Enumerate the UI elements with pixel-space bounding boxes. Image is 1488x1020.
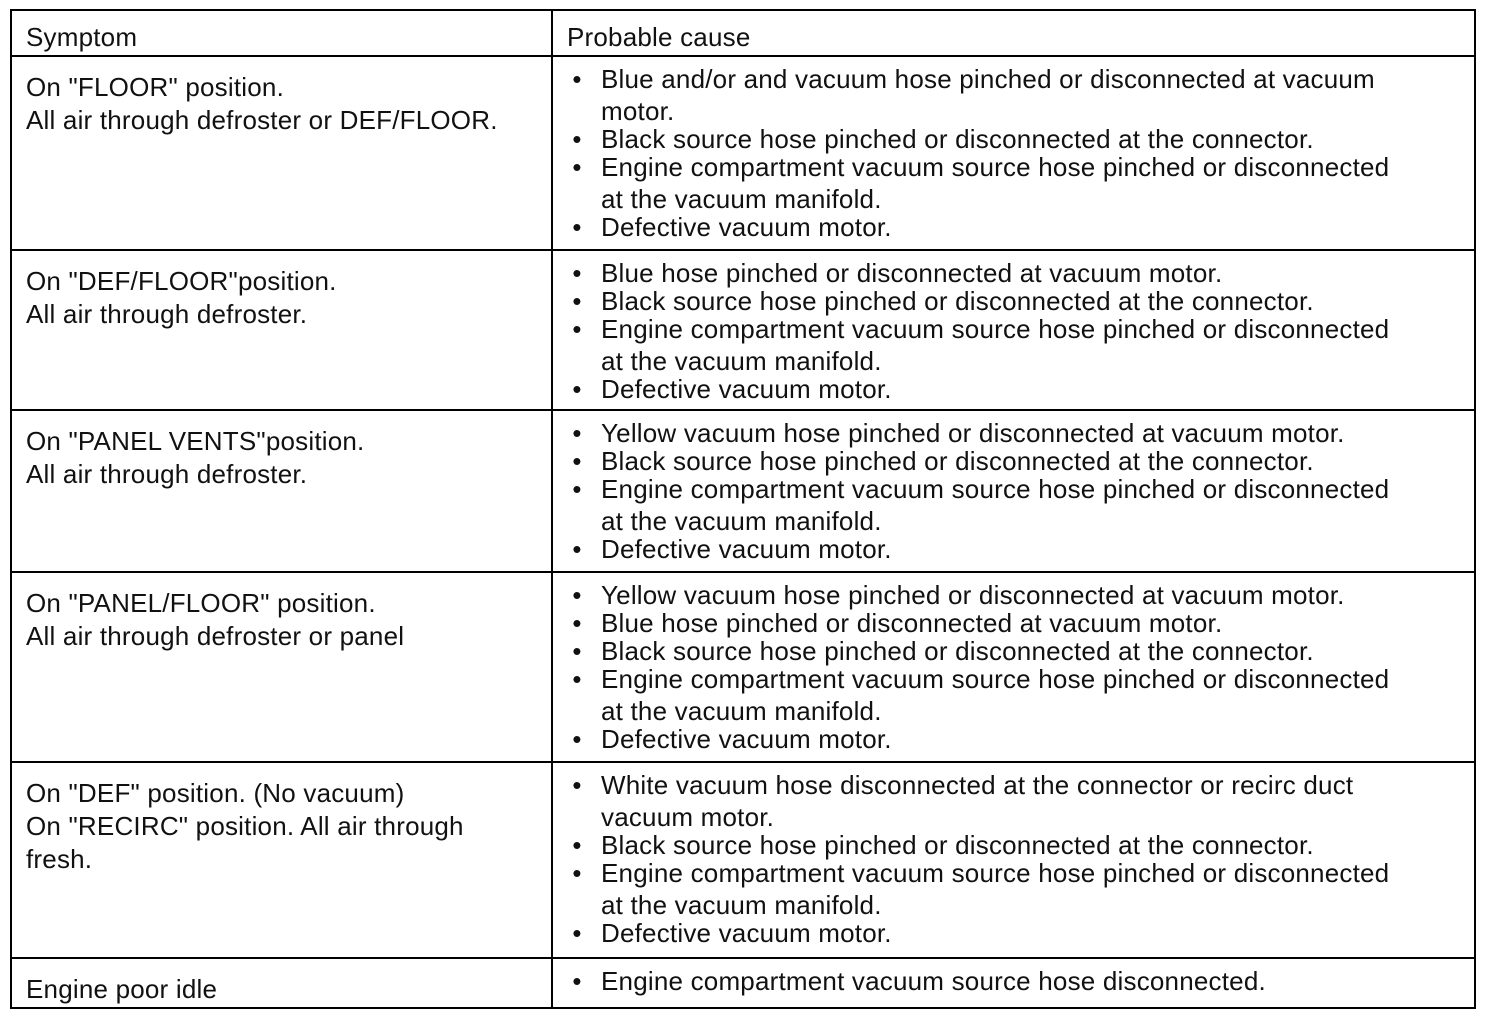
troubleshooting-table bbox=[10, 9, 1476, 1009]
probable-cause-cell bbox=[552, 56, 1475, 250]
cause-list-item bbox=[567, 65, 1454, 125]
cause-text: Engine compartment vacuum source hose disconnected. bbox=[601, 966, 1266, 996]
bullet-icon: • bbox=[572, 770, 582, 800]
table-row bbox=[11, 56, 1475, 250]
cause-list-item bbox=[567, 315, 1454, 375]
table-row bbox=[11, 410, 1475, 572]
table-body bbox=[11, 56, 1475, 1008]
bullet-icon: • bbox=[572, 608, 582, 638]
cause-text: Blue hose pinched or disconnected at vacuum motor. bbox=[601, 258, 1223, 288]
cause-text: Defective vacuum motor. bbox=[601, 918, 892, 948]
table-row bbox=[11, 958, 1475, 1008]
cause-list-item bbox=[567, 125, 1454, 153]
bullet-icon: • bbox=[572, 446, 582, 476]
bullet-icon: • bbox=[572, 918, 582, 948]
cause-text: Black source hose pinched or disconnected at the connector. bbox=[601, 446, 1314, 476]
symptom-text: All air through defroster or DEF/FLOOR. bbox=[26, 105, 498, 135]
symptom-text: On "FLOOR" position. bbox=[26, 72, 284, 102]
symptom-text: On "DEF/FLOOR"position. bbox=[26, 266, 337, 296]
cause-list-item bbox=[567, 919, 1454, 947]
cause-text: Black source hose pinched or disconnected at the connector. bbox=[601, 830, 1314, 860]
bullet-icon: • bbox=[572, 474, 582, 504]
table-row bbox=[11, 762, 1475, 958]
cause-list-item bbox=[567, 535, 1454, 563]
bullet-icon: • bbox=[572, 418, 582, 448]
cause-list-item bbox=[567, 153, 1454, 213]
cause-text: Black source hose pinched or disconnected at the connector. bbox=[601, 124, 1314, 154]
symptom-cell bbox=[11, 958, 552, 1008]
symptom-cell bbox=[11, 762, 552, 958]
cause-list-item bbox=[567, 771, 1454, 831]
cause-list bbox=[567, 65, 1454, 241]
symptom-text: On "DEF" position. (No vacuum) bbox=[26, 778, 405, 808]
probable-cause-cell bbox=[552, 958, 1475, 1008]
symptom-text: All air through defroster. bbox=[26, 299, 308, 329]
symptom-column-header: Symptom bbox=[11, 10, 552, 56]
cause-list-item bbox=[567, 213, 1454, 241]
cause-list-item bbox=[567, 637, 1454, 665]
cause-text: Defective vacuum motor. bbox=[601, 724, 892, 754]
symptom-text: On "RECIRC" position. All air through bbox=[26, 811, 464, 841]
symptom-cell bbox=[11, 250, 552, 410]
symptom-text: Engine poor idle bbox=[26, 974, 218, 1004]
bullet-icon: • bbox=[572, 724, 582, 754]
cause-text: motor. bbox=[601, 96, 675, 126]
probable-cause-column-header: Probable cause bbox=[552, 10, 1475, 56]
cause-list bbox=[567, 259, 1454, 403]
symptom-cell bbox=[11, 572, 552, 762]
symptom-cell bbox=[11, 410, 552, 572]
cause-list-item bbox=[567, 725, 1454, 753]
cause-text: Black source hose pinched or disconnected at the connector. bbox=[601, 286, 1314, 316]
cause-text: Defective vacuum motor. bbox=[601, 534, 892, 564]
bullet-icon: • bbox=[572, 580, 582, 610]
cause-text: Defective vacuum motor. bbox=[601, 212, 892, 242]
symptom-cell bbox=[11, 56, 552, 250]
cause-list-item bbox=[567, 287, 1454, 315]
cause-list-item bbox=[567, 447, 1454, 475]
cause-text: Blue and/or and vacuum hose pinched or disconnected at vacuum bbox=[601, 64, 1375, 94]
cause-text: at the vacuum manifold. bbox=[601, 890, 882, 920]
bullet-icon: • bbox=[572, 64, 582, 94]
probable-cause-cell bbox=[552, 250, 1475, 410]
cause-text: Defective vacuum motor. bbox=[601, 374, 892, 404]
symptom-text: fresh. bbox=[26, 844, 93, 874]
cause-text: Yellow vacuum hose pinched or disconnected at vacuum motor. bbox=[601, 580, 1345, 610]
bullet-icon: • bbox=[572, 858, 582, 888]
cause-list-item bbox=[567, 419, 1454, 447]
bullet-icon: • bbox=[572, 314, 582, 344]
cause-text: at the vacuum manifold. bbox=[601, 506, 882, 536]
cause-text: Black source hose pinched or disconnected at the connector. bbox=[601, 636, 1314, 666]
cause-text: vacuum motor. bbox=[601, 802, 775, 832]
bullet-icon: • bbox=[572, 636, 582, 666]
cause-text: Yellow vacuum hose pinched or disconnected at vacuum motor. bbox=[601, 418, 1345, 448]
table-row bbox=[11, 572, 1475, 762]
cause-list-item bbox=[567, 609, 1454, 637]
bullet-icon: • bbox=[572, 966, 582, 996]
bullet-icon: • bbox=[572, 124, 582, 154]
bullet-icon: • bbox=[572, 830, 582, 860]
cause-list-item bbox=[567, 581, 1454, 609]
cause-list-item bbox=[567, 665, 1454, 725]
table-header-row bbox=[11, 10, 1475, 56]
bullet-icon: • bbox=[572, 212, 582, 242]
cause-list bbox=[567, 581, 1454, 753]
bullet-icon: • bbox=[572, 534, 582, 564]
cause-list-item bbox=[567, 375, 1454, 403]
bullet-icon: • bbox=[572, 152, 582, 182]
symptom-text: All air through defroster. bbox=[26, 459, 308, 489]
bullet-icon: • bbox=[572, 286, 582, 316]
table-row bbox=[11, 250, 1475, 410]
cause-text: Engine compartment vacuum source hose pinched or disconnected bbox=[601, 664, 1390, 694]
cause-text: at the vacuum manifold. bbox=[601, 184, 882, 214]
cause-text: Engine compartment vacuum source hose pinched or disconnected bbox=[601, 314, 1390, 344]
cause-list bbox=[567, 419, 1454, 563]
cause-text: Blue hose pinched or disconnected at vacuum motor. bbox=[601, 608, 1223, 638]
cause-list-item bbox=[567, 259, 1454, 287]
cause-list bbox=[567, 771, 1454, 947]
probable-cause-cell bbox=[552, 572, 1475, 762]
symptom-text: All air through defroster or panel bbox=[26, 621, 405, 651]
probable-cause-cell bbox=[552, 410, 1475, 572]
cause-text: at the vacuum manifold. bbox=[601, 346, 882, 376]
bullet-icon: • bbox=[572, 258, 582, 288]
cause-list-item bbox=[567, 967, 1454, 995]
cause-list bbox=[567, 967, 1454, 995]
cause-list-item bbox=[567, 859, 1454, 919]
bullet-icon: • bbox=[572, 374, 582, 404]
cause-text: Engine compartment vacuum source hose pinched or disconnected bbox=[601, 474, 1390, 504]
cause-text: White vacuum hose disconnected at the connector or recirc duct bbox=[601, 770, 1354, 800]
symptom-text: On "PANEL/FLOOR" position. bbox=[26, 588, 376, 618]
probable-cause-cell bbox=[552, 762, 1475, 958]
symptom-text: On "PANEL VENTS"position. bbox=[26, 426, 365, 456]
cause-text: Engine compartment vacuum source hose pinched or disconnected bbox=[601, 152, 1390, 182]
cause-text: Engine compartment vacuum source hose pinched or disconnected bbox=[601, 858, 1390, 888]
cause-list-item bbox=[567, 831, 1454, 859]
cause-text: at the vacuum manifold. bbox=[601, 696, 882, 726]
cause-list-item bbox=[567, 475, 1454, 535]
bullet-icon: • bbox=[572, 664, 582, 694]
